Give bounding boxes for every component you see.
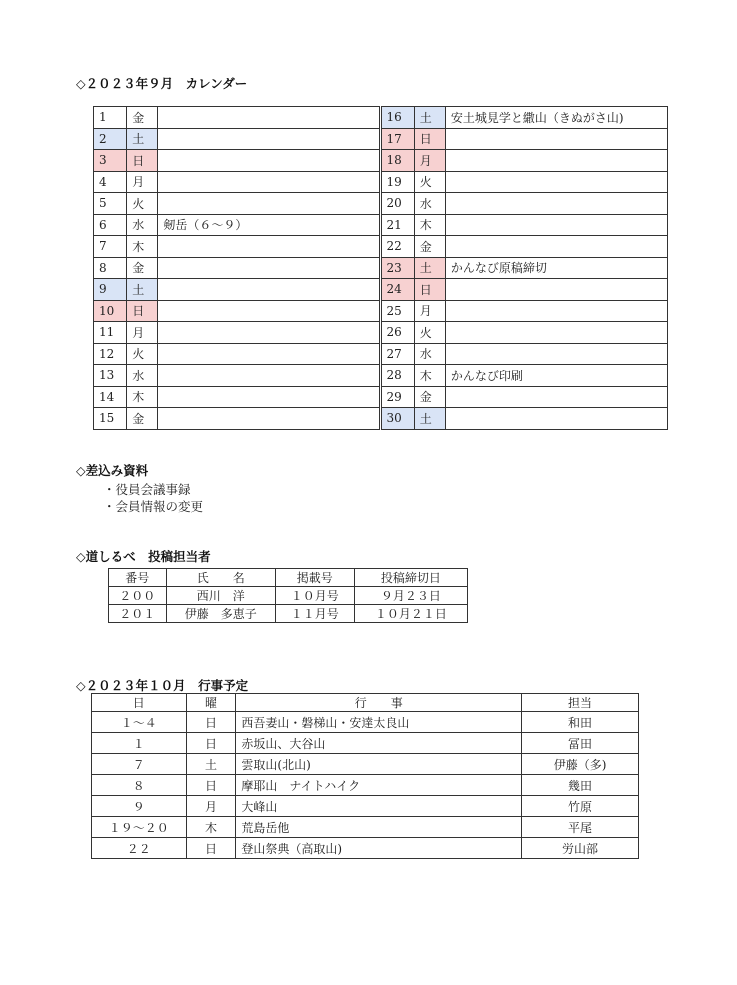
event-cell bbox=[158, 171, 380, 193]
event-cell bbox=[445, 193, 667, 215]
day-cell: 7 bbox=[94, 236, 127, 258]
day-cell: 6 bbox=[94, 214, 127, 236]
table-cell: 赤坂山、大谷山 bbox=[236, 733, 522, 754]
event-cell bbox=[158, 322, 380, 344]
header-cell: 担当 bbox=[522, 694, 639, 712]
table-cell: ２２ bbox=[92, 838, 187, 859]
header-cell: 投稿締切日 bbox=[354, 569, 467, 587]
day-cell: 22 bbox=[381, 236, 414, 258]
event-cell bbox=[158, 300, 380, 322]
table-cell: 竹原 bbox=[522, 796, 639, 817]
weekday-cell: 月 bbox=[414, 300, 445, 322]
table-cell: ９ bbox=[92, 796, 187, 817]
weekday-cell: 日 bbox=[414, 128, 445, 150]
weekday-cell: 火 bbox=[127, 193, 158, 215]
table-cell: 摩耶山 ナイトハイク bbox=[236, 775, 522, 796]
list-item: ・会員情報の変更 bbox=[103, 499, 204, 514]
event-cell bbox=[158, 193, 380, 215]
table-row bbox=[92, 775, 639, 796]
event-cell: かんなび原稿締切 bbox=[445, 257, 667, 279]
weekday-cell: 金 bbox=[127, 408, 158, 430]
day-cell: 17 bbox=[381, 128, 414, 150]
header-cell: 氏 名 bbox=[166, 569, 275, 587]
day-cell: 8 bbox=[94, 257, 127, 279]
header-cell: 曜 bbox=[186, 694, 236, 712]
table-header-row bbox=[109, 569, 468, 587]
table-row bbox=[94, 322, 668, 344]
weekday-cell: 火 bbox=[414, 171, 445, 193]
table-cell: ７ bbox=[92, 754, 187, 775]
table-row bbox=[92, 754, 639, 775]
weekday-cell: 土 bbox=[414, 107, 445, 129]
weekday-cell: 土 bbox=[414, 408, 445, 430]
event-cell bbox=[158, 343, 380, 365]
day-cell: 25 bbox=[381, 300, 414, 322]
weekday-cell: 月 bbox=[127, 322, 158, 344]
table-cell: 土 bbox=[186, 754, 236, 775]
table-row bbox=[94, 386, 668, 408]
table-cell: １ bbox=[92, 733, 187, 754]
table-cell: ９月２３日 bbox=[354, 587, 467, 605]
table-cell: 大峰山 bbox=[236, 796, 522, 817]
event-cell bbox=[445, 322, 667, 344]
table-cell: 雲取山(北山) bbox=[236, 754, 522, 775]
list-item: ・役員会議事録 bbox=[103, 482, 191, 497]
event-cell bbox=[445, 214, 667, 236]
table-row bbox=[94, 107, 668, 129]
event-cell bbox=[445, 408, 667, 430]
event-cell bbox=[158, 408, 380, 430]
event-cell bbox=[158, 236, 380, 258]
event-cell bbox=[445, 171, 667, 193]
table-cell: 幾田 bbox=[522, 775, 639, 796]
table-row bbox=[94, 365, 668, 387]
day-cell: 14 bbox=[94, 386, 127, 408]
day-cell: 13 bbox=[94, 365, 127, 387]
event-cell bbox=[445, 343, 667, 365]
table-cell: 荒島岳他 bbox=[236, 817, 522, 838]
september-calendar-table bbox=[93, 106, 668, 430]
table-row bbox=[92, 796, 639, 817]
header-cell: 番号 bbox=[109, 569, 167, 587]
day-cell: 27 bbox=[381, 343, 414, 365]
gyoji-title: ◇２０２３年１０月 行事予定 bbox=[76, 678, 249, 693]
event-cell: 安土城見学と繖山（きぬがさ山) bbox=[445, 107, 667, 129]
header-cell: 日 bbox=[92, 694, 187, 712]
table-row bbox=[94, 214, 668, 236]
day-cell: 30 bbox=[381, 408, 414, 430]
table-row bbox=[94, 257, 668, 279]
table-cell: 日 bbox=[186, 775, 236, 796]
table-row bbox=[92, 838, 639, 859]
weekday-cell: 木 bbox=[127, 386, 158, 408]
table-cell: ２００ bbox=[109, 587, 167, 605]
day-cell: 24 bbox=[381, 279, 414, 301]
table-cell: 伊藤（多) bbox=[522, 754, 639, 775]
day-cell: 21 bbox=[381, 214, 414, 236]
table-cell: １０月２１日 bbox=[354, 605, 467, 623]
event-cell bbox=[158, 279, 380, 301]
table-row bbox=[94, 128, 668, 150]
table-cell: 登山祭典（高取山) bbox=[236, 838, 522, 859]
weekday-cell: 木 bbox=[414, 365, 445, 387]
table-row bbox=[92, 817, 639, 838]
day-cell: 9 bbox=[94, 279, 127, 301]
table-cell: １１月号 bbox=[275, 605, 354, 623]
event-cell: 剱岳（６～９） bbox=[158, 214, 380, 236]
event-cell bbox=[158, 107, 380, 129]
table-row bbox=[94, 193, 668, 215]
table-cell: 月 bbox=[186, 796, 236, 817]
table-cell: １９～２０ bbox=[92, 817, 187, 838]
table-cell: 労山部 bbox=[522, 838, 639, 859]
day-cell: 10 bbox=[94, 300, 127, 322]
table-row bbox=[109, 587, 468, 605]
weekday-cell: 金 bbox=[414, 386, 445, 408]
event-cell bbox=[445, 300, 667, 322]
weekday-cell: 木 bbox=[127, 236, 158, 258]
weekday-cell: 金 bbox=[127, 107, 158, 129]
table-row bbox=[94, 171, 668, 193]
event-cell bbox=[158, 128, 380, 150]
event-cell bbox=[158, 150, 380, 172]
weekday-cell: 水 bbox=[127, 365, 158, 387]
event-cell bbox=[158, 386, 380, 408]
event-cell bbox=[445, 150, 667, 172]
day-cell: 4 bbox=[94, 171, 127, 193]
table-cell: 冨田 bbox=[522, 733, 639, 754]
table-cell: １～４ bbox=[92, 712, 187, 733]
table-row bbox=[92, 733, 639, 754]
table-cell: ２０１ bbox=[109, 605, 167, 623]
day-cell: 11 bbox=[94, 322, 127, 344]
day-cell: 15 bbox=[94, 408, 127, 430]
table-header-row bbox=[92, 694, 639, 712]
michishirube-table bbox=[108, 568, 468, 623]
michishirube-title: ◇道しるべ 投稿担当者 bbox=[76, 549, 211, 564]
day-cell: 20 bbox=[381, 193, 414, 215]
weekday-cell: 土 bbox=[127, 279, 158, 301]
weekday-cell: 土 bbox=[127, 128, 158, 150]
table-row bbox=[94, 150, 668, 172]
day-cell: 29 bbox=[381, 386, 414, 408]
event-cell bbox=[445, 279, 667, 301]
weekday-cell: 水 bbox=[414, 343, 445, 365]
day-cell: 19 bbox=[381, 171, 414, 193]
weekday-cell: 木 bbox=[414, 214, 445, 236]
table-cell: 西吾妻山・磐梯山・安達太良山 bbox=[236, 712, 522, 733]
event-cell: かんなび印刷 bbox=[445, 365, 667, 387]
weekday-cell: 水 bbox=[127, 214, 158, 236]
day-cell: 3 bbox=[94, 150, 127, 172]
table-cell: １０月号 bbox=[275, 587, 354, 605]
weekday-cell: 金 bbox=[414, 236, 445, 258]
day-cell: 23 bbox=[381, 257, 414, 279]
table-cell: 日 bbox=[186, 733, 236, 754]
table-cell: 日 bbox=[186, 712, 236, 733]
event-cell bbox=[158, 257, 380, 279]
event-cell bbox=[158, 365, 380, 387]
weekday-cell: 月 bbox=[127, 171, 158, 193]
october-schedule-table bbox=[91, 693, 639, 859]
table-row bbox=[94, 236, 668, 258]
table-row bbox=[94, 279, 668, 301]
table-cell: 日 bbox=[186, 838, 236, 859]
sashikomi-list bbox=[103, 481, 203, 515]
calendar-title: ◇２０２３年９月 カレンダー bbox=[76, 76, 248, 91]
day-cell: 26 bbox=[381, 322, 414, 344]
table-row bbox=[94, 408, 668, 430]
day-cell: 1 bbox=[94, 107, 127, 129]
weekday-cell: 日 bbox=[127, 150, 158, 172]
day-cell: 18 bbox=[381, 150, 414, 172]
weekday-cell: 水 bbox=[414, 193, 445, 215]
header-cell: 行 事 bbox=[236, 694, 522, 712]
table-row bbox=[92, 712, 639, 733]
table-cell: 平尾 bbox=[522, 817, 639, 838]
event-cell bbox=[445, 236, 667, 258]
header-cell: 掲載号 bbox=[275, 569, 354, 587]
day-cell: 28 bbox=[381, 365, 414, 387]
weekday-cell: 火 bbox=[127, 343, 158, 365]
table-cell: 伊藤 多恵子 bbox=[166, 605, 275, 623]
event-cell bbox=[445, 128, 667, 150]
table-cell: 西川 洋 bbox=[166, 587, 275, 605]
table-row bbox=[109, 605, 468, 623]
weekday-cell: 金 bbox=[127, 257, 158, 279]
day-cell: 5 bbox=[94, 193, 127, 215]
event-cell bbox=[445, 386, 667, 408]
table-cell: ８ bbox=[92, 775, 187, 796]
table-cell: 木 bbox=[186, 817, 236, 838]
day-cell: 12 bbox=[94, 343, 127, 365]
weekday-cell: 日 bbox=[127, 300, 158, 322]
table-cell: 和田 bbox=[522, 712, 639, 733]
sashikomi-title: ◇差込み資料 bbox=[76, 463, 149, 478]
weekday-cell: 日 bbox=[414, 279, 445, 301]
day-cell: 16 bbox=[381, 107, 414, 129]
day-cell: 2 bbox=[94, 128, 127, 150]
table-row bbox=[94, 300, 668, 322]
weekday-cell: 月 bbox=[414, 150, 445, 172]
table-row bbox=[94, 343, 668, 365]
weekday-cell: 火 bbox=[414, 322, 445, 344]
weekday-cell: 土 bbox=[414, 257, 445, 279]
